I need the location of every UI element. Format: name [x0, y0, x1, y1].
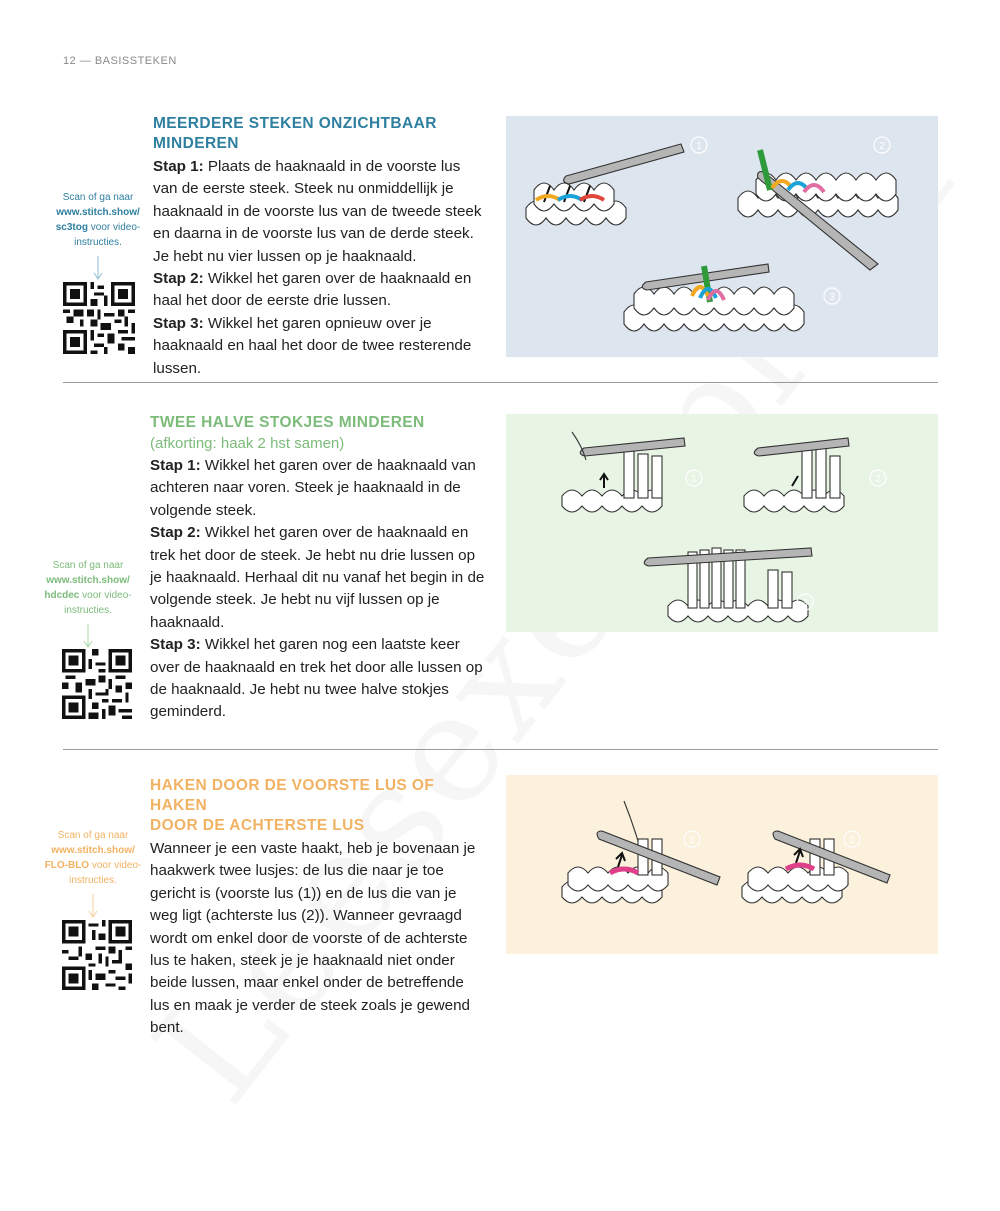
sidenote-link[interactable]: www.stitch.show/ [46, 575, 130, 586]
step-text: Plaats de haaknaald in de voorste lus van de eerste steek. Steek nu onmiddellijk je haaknaald in de voorste lus van de tweede steek en daarna in de voorste lus van de derde steek. Je hebt nu vier lussen op je haaknaald. [153, 158, 482, 265]
illustration-step-1 [562, 432, 685, 512]
figure-number: 3 [802, 598, 808, 609]
figure-number: 1 [696, 141, 702, 152]
figure-number: 2 [879, 141, 885, 152]
sidenote-code[interactable]: sc3tog [55, 222, 88, 233]
qr-code-icon[interactable] [62, 920, 132, 990]
arrow-down-icon [83, 624, 93, 650]
section-body [150, 455, 485, 724]
illustration-panel-hdcdec [506, 414, 938, 632]
crochet-illustration [506, 116, 938, 357]
step-label: Stap 2: [150, 524, 201, 542]
illustration-panel-sc3tog [506, 116, 938, 357]
section-title-line1: HAKEN DOOR DE VOORSTE LUS OF HAKEN [150, 777, 435, 814]
page-header: 12 — BASISSTEKEN [63, 55, 177, 67]
figure-number: 3 [829, 292, 835, 303]
illustration-back-loop [742, 831, 890, 903]
step-label: Stap 2: [153, 270, 204, 288]
qr-code-icon[interactable] [62, 649, 132, 719]
section-body: Wanneer je een vaste haakt, heb je bovenaan je haakwerk twee lusjes: de lus die naar je toe gericht is (voorste lus (1)) en de lus die van je weg ligt (achterste lus (2)). Wanneer gevraagd wordt om enkel door de voorste of de achterste lus te haken, steek je je haaknaald niet onder beide lussen, maar enkel onder de betreffende lus en maak je verder de steek zoals je gewend bent. [150, 840, 476, 1037]
illustration-panel-flo-blo [506, 775, 938, 954]
section-divider [63, 382, 938, 383]
illustration-step-3 [644, 548, 812, 622]
video-sidenote [43, 828, 143, 920]
section-title [150, 776, 485, 836]
step-label: Stap 1: [150, 457, 201, 474]
section-sc3tog [153, 114, 488, 380]
illustration-step-2 [744, 438, 849, 512]
section-flo-blo [150, 776, 485, 1040]
step-label: Stap 1: [153, 158, 204, 175]
step-label: Stap 3: [153, 314, 204, 332]
sidenote-pre: Scan of ga naar [52, 560, 124, 571]
section-title-line2: DOOR DE ACHTERSTE LUS [150, 817, 365, 834]
sidenote-post: voor video-instructies. [64, 590, 132, 616]
step-text: Wikkel het garen opnieuw over je haaknaald en haal het door de twee resterende lussen. [153, 314, 472, 377]
figure-number: 2 [849, 835, 855, 846]
step-text: Wikkel het garen over de haaknaald en haal het door de eerste drie lussen. [153, 270, 472, 310]
arrow-down-icon [88, 894, 98, 920]
step-text: Wikkel het garen over de haaknaald en trek het door de steek. Je hebt nu drie lussen op je haaknaald. Herhaal dit nu vanaf het begin in de volgende steek. Je hebt nu vijf lussen op je haaknaald. [150, 524, 485, 631]
section-title: TWEE HALVE STOKJES MINDEREN [150, 414, 425, 431]
qr-code-icon[interactable] [63, 282, 135, 354]
illustration-front-loop [562, 801, 720, 903]
sidenote-link[interactable]: www.stitch.show/ [56, 207, 140, 218]
figure-number: 1 [691, 474, 697, 485]
sidenote-code[interactable]: FLO-BLO [44, 860, 90, 871]
sidenote-post: voor video-instructies. [69, 860, 142, 886]
illustration-step-1 [526, 144, 684, 225]
video-sidenote [38, 558, 138, 650]
sidenote-post: voor video-instructies. [74, 222, 141, 248]
crochet-illustration [506, 775, 938, 954]
step-text: Wikkel het garen over de haaknaald van achteren naar voren. Steek je haaknaald in de volgende steek. [150, 457, 476, 519]
section-divider [63, 749, 938, 750]
figure-number: 2 [875, 474, 881, 485]
step-label: Stap 3: [150, 636, 201, 654]
section-body [153, 156, 488, 380]
section-hdcdec [150, 413, 485, 724]
sidenote-code[interactable]: hdcdec [44, 590, 80, 601]
figure-number: 1 [689, 835, 695, 846]
video-sidenote [48, 190, 148, 282]
sidenote-pre: Scan of ga naar [62, 192, 134, 203]
step-text: Wikkel het garen nog een laatste keer over de haaknaald en trek het door alle lussen op de haaknaald. Je hebt nu twee halve stokjes geminderd. [150, 636, 483, 721]
section-title: MEERDERE STEKEN ONZICHTBAAR MINDEREN [153, 115, 437, 152]
section-subtitle: (afkorting: haak 2 hst samen) [150, 435, 345, 452]
sidenote-link[interactable]: www.stitch.show/ [51, 845, 135, 856]
sidenote-pre: Scan of ga naar [57, 830, 129, 841]
crochet-illustration [506, 414, 938, 632]
arrow-down-icon [93, 256, 103, 282]
